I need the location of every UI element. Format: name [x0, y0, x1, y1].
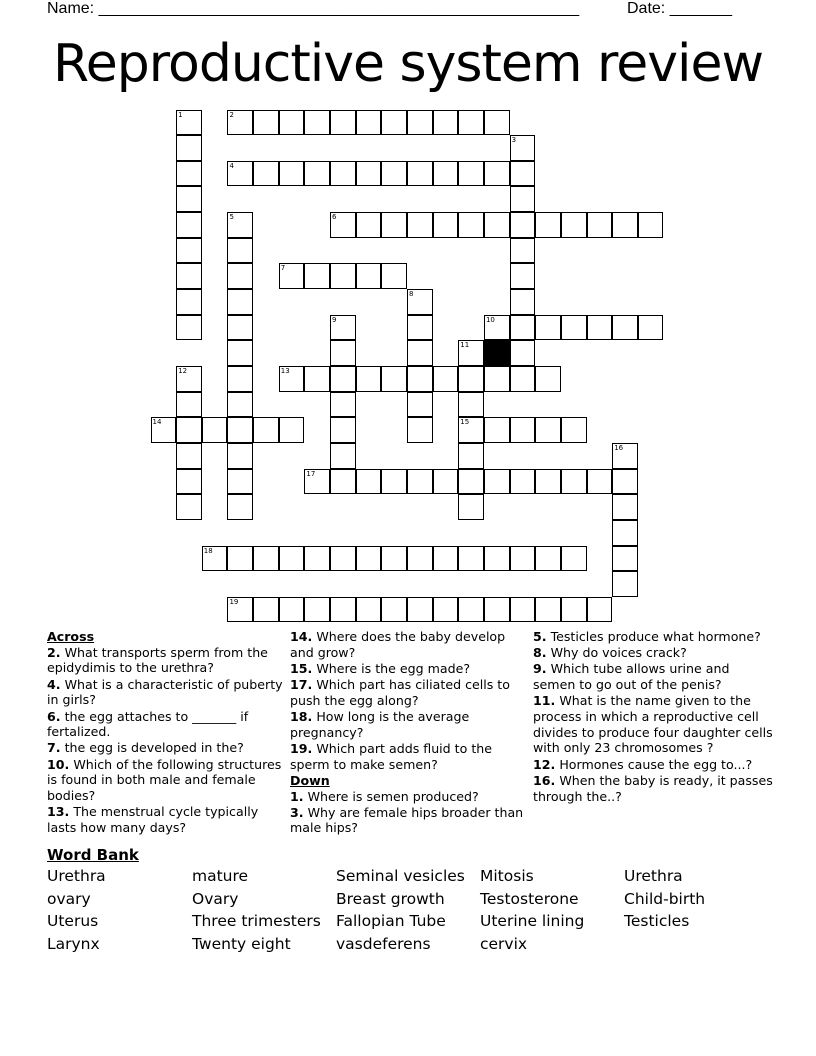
name-field[interactable]: Name: ______________________________________________________: [47, 0, 580, 17]
clue-number: 15: [460, 418, 470, 427]
grid-cell[interactable]: [279, 161, 305, 187]
word-bank-item: Urethra: [47, 867, 106, 885]
grid-cell[interactable]: [484, 469, 510, 495]
down-clue-8: [533, 645, 773, 661]
grid-cell[interactable]: [227, 494, 253, 520]
grid-cell[interactable]: [561, 597, 587, 623]
grid-cell[interactable]: [458, 597, 484, 623]
grid-cell[interactable]: [612, 494, 638, 520]
grid-cell[interactable]: [356, 161, 382, 187]
grid-cell[interactable]: [612, 443, 638, 469]
grid-cell[interactable]: [381, 212, 407, 238]
grid-cell[interactable]: [407, 546, 433, 572]
grid-cell[interactable]: [330, 340, 356, 366]
word-bank-item: Breast growth: [336, 889, 445, 908]
grid-cell[interactable]: [510, 263, 536, 289]
clue-number: 10.: [47, 756, 70, 772]
grid-cell[interactable]: [587, 212, 613, 238]
across-clue-19: [290, 741, 526, 772]
grid-cell[interactable]: [227, 443, 253, 469]
grid-cell[interactable]: [227, 238, 253, 264]
down-clue-9: [533, 661, 773, 692]
grid-cell[interactable]: [458, 366, 484, 392]
grid-cell[interactable]: [484, 597, 510, 623]
grid-cell[interactable]: [304, 546, 330, 572]
clue-text: Testicles produce what hormone?: [546, 629, 761, 644]
clue-number: 18: [203, 546, 213, 555]
grid-cell[interactable]: [227, 392, 253, 418]
clue-number: 18.: [290, 709, 313, 725]
grid-cell[interactable]: [330, 546, 356, 572]
grid-cell[interactable]: [510, 289, 536, 315]
grid-cell[interactable]: [535, 417, 561, 443]
grid-cell[interactable]: [407, 417, 433, 443]
grid-cell[interactable]: [176, 366, 202, 392]
clue-number: 5.: [533, 629, 547, 644]
clue-number: 6: [332, 213, 337, 222]
across-clue-6: [47, 709, 283, 740]
grid-cell[interactable]: [279, 546, 305, 572]
clue-number: 17.: [290, 677, 313, 693]
grid-cell[interactable]: [279, 597, 305, 623]
word-bank-item: Testosterone: [480, 889, 579, 908]
clue-text: the egg is developed in the?: [60, 740, 244, 756]
clue-number: 19.: [290, 740, 313, 756]
grid-cell[interactable]: [381, 469, 407, 495]
clue-number: 2: [229, 110, 234, 119]
grid-cell[interactable]: [176, 469, 202, 495]
clues-column-2: [290, 629, 526, 837]
grid-cell[interactable]: [458, 417, 484, 443]
grid-cell[interactable]: [330, 392, 356, 418]
clue-number: 8.: [533, 645, 547, 661]
clue-number: 1.: [290, 788, 304, 804]
grid-cell[interactable]: [407, 212, 433, 238]
clue-text: Hormones cause the egg to...?: [555, 756, 753, 772]
grid-cell[interactable]: [433, 110, 459, 136]
clue-text: Why are female hips broader than male hips?: [290, 804, 524, 836]
grid-cell[interactable]: [253, 597, 279, 623]
date-field[interactable]: Date: _______: [627, 0, 732, 17]
clue-number: 8: [409, 290, 414, 299]
grid-cell[interactable]: [484, 546, 510, 572]
grid-cell[interactable]: [227, 469, 253, 495]
grid-cell[interactable]: [356, 212, 382, 238]
clue-number: 4: [229, 161, 234, 170]
grid-cell[interactable]: [279, 263, 305, 289]
grid-cell[interactable]: [151, 417, 177, 443]
clue-text: Where is semen produced?: [303, 788, 479, 804]
across-clue-7: [47, 740, 283, 756]
word-bank-item: Child-birth: [624, 889, 706, 908]
across-clue-15: [290, 661, 526, 677]
grid-cell[interactable]: [561, 315, 587, 341]
grid-cell[interactable]: [202, 417, 228, 443]
grid-cell[interactable]: [381, 263, 407, 289]
grid-cell[interactable]: [176, 494, 202, 520]
grid-cell[interactable]: [407, 392, 433, 418]
grid-cell[interactable]: [381, 161, 407, 187]
grid-cell[interactable]: [510, 186, 536, 212]
grid-cell[interactable]: [330, 366, 356, 392]
grid-cell[interactable]: [433, 366, 459, 392]
word-bank-item: Urethra: [624, 867, 683, 885]
grid-cell[interactable]: [535, 546, 561, 572]
clue-text: Which tube allows urine and semen to go out of the penis?: [533, 661, 730, 693]
grid-cell[interactable]: [433, 597, 459, 623]
word-bank-item: Three trimesters: [192, 912, 321, 930]
grid-cell[interactable]: [304, 161, 330, 187]
grid-cell[interactable]: [227, 417, 253, 443]
grid-cell[interactable]: [458, 469, 484, 495]
grid-cell[interactable]: [279, 366, 305, 392]
grid-cell[interactable]: [638, 315, 664, 341]
grid-cell[interactable]: [176, 135, 202, 161]
grid-cell[interactable]: [304, 469, 330, 495]
grid-cell[interactable]: [381, 597, 407, 623]
grid-cell[interactable]: [612, 315, 638, 341]
grid-cell[interactable]: [227, 263, 253, 289]
grid-cell[interactable]: [176, 263, 202, 289]
grid-cell[interactable]: [356, 546, 382, 572]
grid-cell[interactable]: [381, 546, 407, 572]
grid-cell[interactable]: [253, 546, 279, 572]
clue-text: Which of the following structures is found in both male and female bodies?: [47, 756, 282, 804]
grid-cell[interactable]: [484, 161, 510, 187]
grid-cell[interactable]: [587, 597, 613, 623]
clue-number: 10: [485, 315, 495, 324]
grid-cell[interactable]: [330, 263, 356, 289]
clue-number: 7: [280, 264, 286, 273]
across-clue-17: [290, 677, 526, 708]
clue-number: 9.: [533, 661, 547, 677]
word-bank-item: cervix: [480, 934, 528, 953]
across-clue-10: [47, 757, 283, 804]
grid-cell[interactable]: [330, 212, 356, 238]
word-bank-item: Twenty eight: [192, 934, 291, 953]
grid-cell[interactable]: [407, 366, 433, 392]
grid-cell[interactable]: [484, 315, 510, 341]
clue-number: 4.: [47, 676, 61, 692]
grid-cell[interactable]: [535, 315, 561, 341]
grid-cell[interactable]: [227, 315, 253, 341]
clue-text: How long is the average pregnancy?: [290, 709, 470, 740]
down-clue-12: [533, 757, 773, 773]
clue-text: The menstrual cycle typically lasts how many days?: [47, 804, 259, 835]
clue-number: 12.: [533, 756, 556, 772]
across-clue-2: [47, 645, 283, 676]
grid-cell[interactable]: [561, 212, 587, 238]
grid-cell[interactable]: [458, 546, 484, 572]
clue-number: 11.: [533, 693, 556, 709]
grid-cell[interactable]: [484, 417, 510, 443]
clue-number: 11: [460, 341, 470, 350]
clue-number: 14: [152, 418, 162, 427]
grid-cell[interactable]: [304, 110, 330, 136]
grid-cell[interactable]: [510, 366, 536, 392]
clue-number: 15.: [290, 660, 313, 676]
grid-cell[interactable]: [407, 110, 433, 136]
clue-number: 7.: [47, 740, 61, 756]
grid-cell[interactable]: [330, 597, 356, 623]
grid-cell[interactable]: [561, 469, 587, 495]
grid-cell[interactable]: [227, 366, 253, 392]
grid-cell[interactable]: [253, 161, 279, 187]
grid-cell[interactable]: [304, 597, 330, 623]
grid-cell[interactable]: [612, 469, 638, 495]
grid-cell[interactable]: [279, 417, 305, 443]
grid-cell[interactable]: [587, 469, 613, 495]
grid-cell[interactable]: [227, 340, 253, 366]
grid-cell[interactable]: [638, 212, 664, 238]
grid-cell[interactable]: [227, 212, 253, 238]
grid-cell[interactable]: [330, 315, 356, 341]
clue-number: 3: [511, 136, 517, 145]
grid-cell[interactable]: [433, 161, 459, 187]
word-bank-item: ovary: [47, 889, 91, 908]
clue-number: 19: [229, 597, 239, 606]
word-bank-item: Larynx: [47, 934, 100, 953]
clue-number: 5: [229, 213, 234, 222]
word-bank-item: vasdeferens: [336, 934, 431, 953]
grid-cell[interactable]: [433, 212, 459, 238]
down-clue-5: [533, 629, 773, 645]
across-heading: Across: [47, 629, 95, 644]
grid-cell[interactable]: [407, 289, 433, 315]
grid-cell[interactable]: [176, 417, 202, 443]
clue-number: 16.: [533, 772, 556, 788]
clue-text: Where does the baby develop and grow?: [290, 629, 506, 660]
grid-cell[interactable]: [176, 443, 202, 469]
clue-number: 9: [332, 315, 337, 324]
grid-cell[interactable]: [535, 597, 561, 623]
blocked-cell: [484, 340, 510, 366]
across-clue-4: [47, 677, 283, 708]
clues-column-3: [533, 629, 773, 805]
grid-cell[interactable]: [176, 110, 202, 136]
grid-cell[interactable]: [227, 289, 253, 315]
grid-cell[interactable]: [227, 110, 253, 136]
grid-cell[interactable]: [176, 212, 202, 238]
grid-cell[interactable]: [356, 469, 382, 495]
word-bank-item: Fallopian Tube: [336, 912, 446, 930]
grid-cell[interactable]: [510, 546, 536, 572]
grid-cell[interactable]: [612, 520, 638, 546]
down-clue-3: [290, 805, 526, 836]
clue-number: 6.: [47, 708, 61, 724]
grid-cell[interactable]: [510, 161, 536, 187]
clues-column-1: [47, 629, 283, 836]
grid-cell[interactable]: [458, 340, 484, 366]
grid-cell[interactable]: [381, 366, 407, 392]
grid-cell[interactable]: [458, 161, 484, 187]
grid-cell[interactable]: [535, 469, 561, 495]
grid-cell[interactable]: [176, 161, 202, 187]
grid-cell[interactable]: [176, 186, 202, 212]
grid-cell[interactable]: [433, 546, 459, 572]
page-title: Reproductive system review: [52, 34, 764, 94]
grid-cell[interactable]: [510, 315, 536, 341]
grid-cell[interactable]: [202, 546, 228, 572]
grid-cell[interactable]: [407, 340, 433, 366]
grid-cell[interactable]: [381, 110, 407, 136]
grid-cell[interactable]: [510, 135, 536, 161]
grid-cell[interactable]: [510, 212, 536, 238]
clue-text: Which part adds fluid to the sperm to make semen?: [290, 740, 492, 772]
clue-text: the egg attaches to _______ if fertalized.: [47, 708, 249, 740]
grid-cell[interactable]: [330, 417, 356, 443]
across-clue-18: [290, 709, 526, 740]
grid-cell[interactable]: [227, 161, 253, 187]
grid-cell[interactable]: [407, 597, 433, 623]
grid-cell[interactable]: [587, 315, 613, 341]
clue-text: What is a characteristic of puberty in girls?: [47, 676, 283, 708]
grid-cell[interactable]: [330, 443, 356, 469]
grid-cell[interactable]: [561, 546, 587, 572]
word-bank-item: Uterus: [47, 912, 99, 930]
grid-cell[interactable]: [458, 392, 484, 418]
clue-text: What is the name given to the process in which a reproductive cell divides to produce four daughter cells with only 23 chromosomes ?: [533, 693, 773, 756]
clue-number: 3.: [290, 804, 304, 820]
clue-number: 13: [280, 367, 290, 375]
clue-number: 17: [306, 469, 316, 478]
grid-cell[interactable]: [330, 469, 356, 495]
clue-text: Where is the egg made?: [312, 660, 471, 676]
grid-cell[interactable]: [484, 110, 510, 136]
grid-cell[interactable]: [484, 212, 510, 238]
grid-cell[interactable]: [304, 263, 330, 289]
across-clue-13: [47, 804, 283, 835]
clue-text: What transports sperm from the epidydimis to the urethra?: [47, 644, 268, 676]
grid-cell[interactable]: [535, 366, 561, 392]
grid-cell[interactable]: [433, 469, 459, 495]
grid-cell[interactable]: [356, 110, 382, 136]
grid-cell[interactable]: [330, 161, 356, 187]
word-bank-item: Mitosis: [480, 867, 534, 885]
word-bank-item: Testicles: [624, 912, 690, 930]
grid-cell[interactable]: [458, 110, 484, 136]
grid-cell[interactable]: [561, 417, 587, 443]
grid-cell[interactable]: [330, 110, 356, 136]
grid-cell[interactable]: [458, 494, 484, 520]
grid-cell[interactable]: [535, 212, 561, 238]
clue-text: When the baby is ready, it passes through the..?: [533, 772, 773, 804]
grid-cell[interactable]: [458, 212, 484, 238]
word-bank-item: Seminal vesicles: [336, 867, 465, 885]
down-heading: Down: [290, 772, 330, 788]
down-clue-1: [290, 789, 526, 805]
grid-cell[interactable]: [510, 340, 536, 366]
grid-cell[interactable]: [407, 315, 433, 341]
grid-cell[interactable]: [407, 469, 433, 495]
word-bank-item: Uterine lining: [480, 912, 585, 930]
clue-number: 16: [614, 443, 624, 452]
word-bank-item: Ovary: [192, 889, 239, 908]
grid-cell[interactable]: [484, 366, 510, 392]
grid-cell[interactable]: [304, 366, 330, 392]
grid-cell[interactable]: [356, 263, 382, 289]
clue-number: 14.: [290, 629, 313, 644]
grid-cell[interactable]: [176, 392, 202, 418]
grid-cell[interactable]: [176, 238, 202, 264]
grid-cell[interactable]: [227, 597, 253, 623]
across-clue-14: [290, 629, 526, 660]
grid-cell[interactable]: [356, 597, 382, 623]
clue-number: 2.: [47, 644, 61, 660]
clue-text: Which part has ciliated cells to push the egg along?: [290, 677, 510, 708]
grid-cell[interactable]: [227, 546, 253, 572]
word-bank-title: Word Bank: [47, 846, 139, 864]
clue-text: Why do voices crack?: [546, 645, 687, 661]
grid-cell[interactable]: [279, 110, 305, 136]
word-bank-item: mature: [192, 867, 249, 885]
grid-cell[interactable]: [458, 443, 484, 469]
clue-number: 12: [178, 367, 188, 375]
grid-cell[interactable]: [253, 110, 279, 136]
grid-cell[interactable]: [176, 289, 202, 315]
grid-cell[interactable]: [253, 417, 279, 443]
down-clue-16: [533, 773, 773, 804]
grid-cell[interactable]: [510, 469, 536, 495]
grid-cell[interactable]: [176, 315, 202, 341]
grid-cell[interactable]: [510, 417, 536, 443]
clue-number: 13.: [47, 804, 70, 820]
down-clue-11: [533, 693, 773, 756]
clue-number: 1: [178, 110, 183, 119]
grid-cell[interactable]: [407, 161, 433, 187]
grid-cell[interactable]: [612, 546, 638, 572]
grid-cell[interactable]: [510, 597, 536, 623]
grid-cell[interactable]: [612, 212, 638, 238]
grid-cell[interactable]: [356, 366, 382, 392]
grid-cell[interactable]: [510, 238, 536, 264]
grid-cell[interactable]: [612, 571, 638, 597]
